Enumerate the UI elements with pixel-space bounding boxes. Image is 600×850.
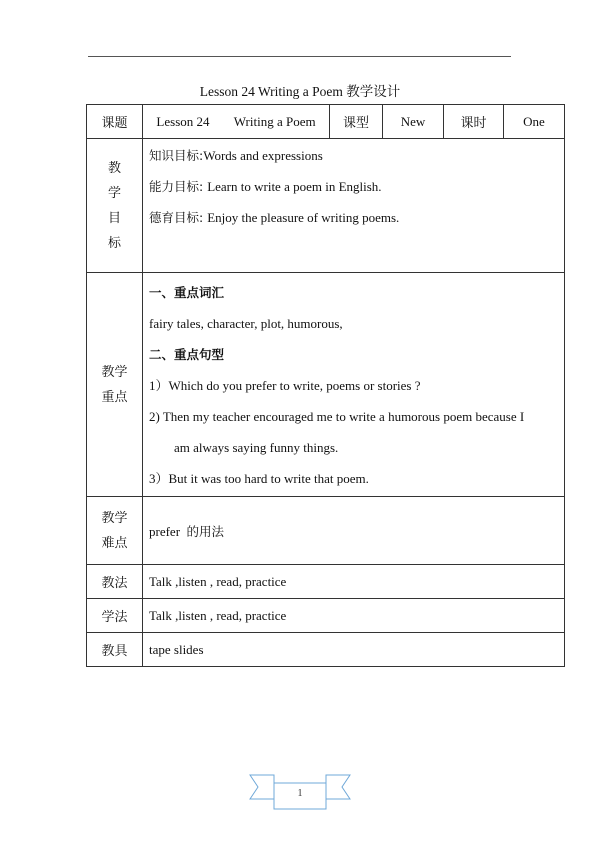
label-key-points: [87, 273, 143, 497]
vocabulary-list: fairy tales, character, plot, humorous,: [149, 316, 343, 331]
period-value: One: [504, 105, 565, 139]
lesson-plan-table: [86, 104, 565, 667]
tools-text: tape slides: [143, 633, 565, 667]
header-rule: [88, 56, 511, 57]
label-tools: 教具: [87, 633, 143, 667]
label-line: 难点: [101, 535, 128, 551]
row-key-points: [87, 273, 565, 497]
objective-text: Words and expressions: [203, 148, 323, 163]
document-title: [0, 80, 600, 100]
objective-label: 德育目标:: [149, 210, 208, 225]
type-value: New: [383, 105, 444, 139]
row-learning-method: [87, 599, 565, 633]
objectives-content: [143, 139, 565, 273]
teaching-method-text: Talk ,listen , read, practice: [143, 565, 565, 599]
title-text: Lesson 24 Writing a Poem 教学设计: [199, 84, 401, 99]
lesson-number: Lesson 24: [156, 113, 210, 129]
sentence-2-cont: am always saying funny things.: [174, 440, 339, 455]
objective-text: Enjoy the pleasure of writing poems.: [207, 210, 400, 225]
label-line: 教学: [101, 510, 128, 526]
page-number-ribbon: [248, 771, 352, 811]
label-teaching-method: 教法: [87, 565, 143, 599]
difficulty-content: [143, 497, 565, 565]
key-points-content: [143, 273, 565, 497]
objective-label: 能力目标:: [149, 179, 208, 194]
label-line: 教学: [101, 364, 128, 380]
sentence-3: 3）But it was too hard to write that poem.: [149, 471, 369, 486]
objective-ability: [149, 171, 564, 202]
row-difficulty: [87, 497, 565, 565]
row-tools: [87, 633, 565, 667]
label-type: 课型: [330, 105, 383, 139]
difficulty-word: prefer: [149, 523, 181, 539]
difficulty-suffix: 的用法: [186, 523, 225, 539]
objective-text: Learn to write a poem in English.: [207, 179, 382, 194]
row-topic: [87, 105, 565, 139]
lesson-name: Writing a Poem: [233, 113, 316, 129]
sentence-1: 1）Which do you prefer to write, poems or stories ?: [149, 378, 421, 393]
page-number: 1: [297, 788, 303, 799]
label-difficulty: [87, 497, 143, 565]
objective-label: 知识目标:: [149, 148, 204, 163]
label-char: 学: [107, 185, 121, 201]
label-line: 重点: [101, 389, 128, 405]
row-objectives: [87, 139, 565, 273]
label-objectives: [87, 139, 143, 273]
row-teaching-method: [87, 565, 565, 599]
label-period: 课时: [444, 105, 504, 139]
objective-knowledge: [149, 140, 564, 171]
learning-method-text: Talk ,listen , read, practice: [143, 599, 565, 633]
label-topic: 课题: [87, 105, 143, 139]
heading-sentences: 二、重点句型: [149, 347, 225, 362]
label-char: 教: [107, 160, 121, 176]
label-char: 标: [107, 235, 121, 251]
label-learning-method: 学法: [87, 599, 143, 633]
sentence-2: 2) Then my teacher encouraged me to write a humorous poem because I: [149, 409, 525, 424]
label-char: 目: [107, 210, 121, 226]
lesson-cell: [143, 105, 330, 139]
objective-moral: [149, 202, 564, 233]
heading-vocabulary: 一、重点词汇: [149, 285, 225, 300]
